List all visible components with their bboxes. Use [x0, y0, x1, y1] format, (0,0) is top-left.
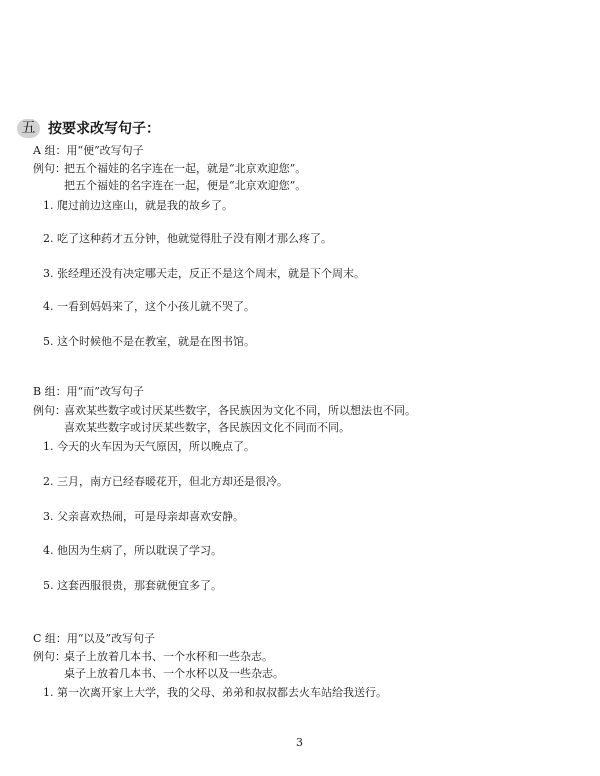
section-heading — [17, 118, 160, 138]
group-c-example-label: 例句： — [33, 650, 66, 663]
group-c-example-line-1: 桌子上放着几本书、一个水杯和一些杂志。 — [64, 650, 273, 663]
group-b-example-line-1: 喜欢某些数字或讨厌某些数字，各民族因为文化不同，所以想法也不同。 — [64, 404, 416, 417]
group-b-item-1: 1. 今天的火车因为天气原因，所以晚点了。 — [43, 440, 255, 453]
group-b-item-4: 4. 他因为生病了，所以耽误了学习。 — [43, 544, 222, 557]
group-c-example-line-2: 桌子上放着几本书、一个水杯以及一些杂志。 — [64, 667, 284, 680]
group-b-title: B 组：用“而”改写句子 — [33, 385, 144, 398]
group-a-item-4: 4. 一看到妈妈来了，这个小孩儿就不哭了。 — [43, 300, 255, 313]
group-b-example-line-2: 喜欢某些数字或讨厌某些数字，各民族因文化不同而不同。 — [64, 421, 350, 434]
group-a-item-2: 2. 吃了这种药才五分钟，他就觉得肚子没有刚才那么疼了。 — [43, 232, 332, 245]
group-a-item-1: 1. 爬过前边这座山，就是我的故乡了。 — [43, 199, 233, 212]
page-number: 3 — [296, 736, 303, 749]
group-a-example-line-2: 把五个福娃的名字连在一起，便是“北京欢迎您”。 — [64, 179, 307, 192]
group-a-item-3: 3. 张经理还没有决定哪天走，反正不是这个周末，就是下个周末。 — [43, 267, 365, 280]
section-title: 按要求改写句子： — [48, 121, 160, 137]
group-b-item-2: 2. 三月，南方已经春暖花开，但北方却还是很冷。 — [43, 475, 288, 488]
group-b-item-5: 5. 这套西服很贵，那套就便宜多了。 — [43, 579, 222, 592]
group-a-example-label: 例句： — [33, 162, 66, 175]
group-a-item-5: 5. 这个时候他不是在教室，就是在图书馆。 — [43, 335, 255, 348]
group-c-item-1: 1. 第一次离开家上大学，我的父母、弟弟和叔叔都去火车站给我送行。 — [43, 686, 387, 699]
group-c-title: C 组：用“以及”改写句子 — [33, 632, 156, 645]
group-b-example-label: 例句： — [33, 404, 66, 417]
group-a-title: A 组：用“便”改写句子 — [33, 144, 144, 157]
group-a-example-line-1: 把五个福娃的名字连在一起，就是“北京欢迎您”。 — [64, 162, 307, 175]
group-b-item-3: 3. 父亲喜欢热闹，可是母亲却喜欢安静。 — [43, 510, 244, 523]
section-number-badge: 五 — [17, 119, 40, 138]
